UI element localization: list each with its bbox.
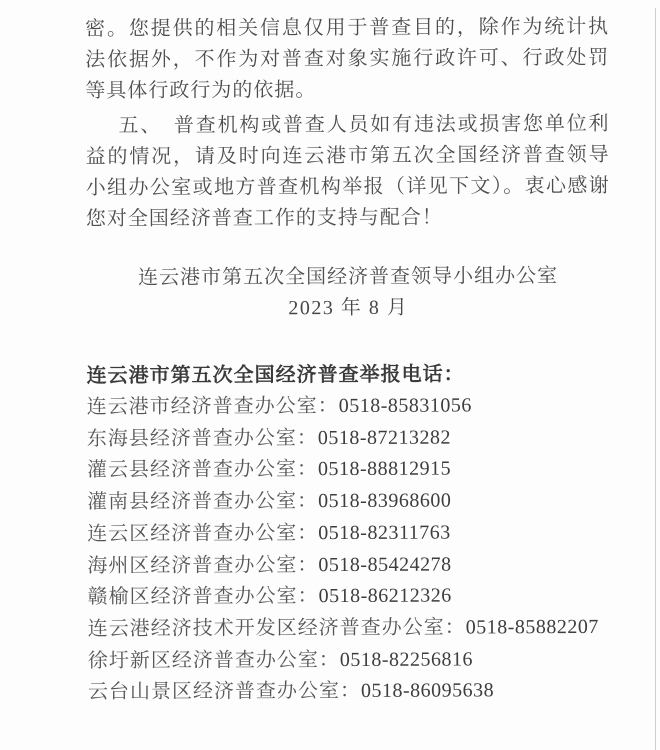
hotline-list bbox=[87, 390, 612, 709]
hotline-item bbox=[87, 485, 611, 519]
hotline-item bbox=[88, 675, 612, 709]
hotline-item bbox=[87, 390, 611, 424]
signature-block bbox=[86, 261, 610, 325]
office-name: 连云港市经济普查办公室： bbox=[86, 395, 339, 419]
signature-line: 连云港市第五次全国经济普查领导小组办公室 bbox=[138, 265, 559, 289]
hotline-item bbox=[87, 453, 611, 487]
office-name: 灌云县经济普查办公室： bbox=[86, 458, 319, 482]
hotline-item bbox=[87, 548, 611, 582]
phone-number: 0518-88812915 bbox=[317, 457, 452, 481]
phone-number: 0518-87213282 bbox=[317, 426, 452, 449]
phone-number: 0518-86212326 bbox=[318, 584, 452, 608]
phone-number: 0518-85831056 bbox=[338, 394, 472, 418]
office-name: 云台山景区经济普查办公室： bbox=[87, 680, 362, 704]
phone-number: 0518-86095638 bbox=[360, 679, 495, 703]
office-name: 赣榆区经济普查办公室： bbox=[87, 585, 319, 609]
scan-edge-line bbox=[655, 8, 656, 750]
hotline-item bbox=[88, 612, 612, 646]
paragraph-continuation: 密。您提供的相关信息仅用于普查目的，除作为统计执法依据外，不作为对普查对象实施行政许可、行政处罚等具体行政行为的依据。 bbox=[85, 15, 610, 103]
office-name: 东海县经济普查办公室： bbox=[86, 426, 318, 450]
office-name: 徐圩新区经济普查办公室： bbox=[87, 648, 340, 672]
date-line: 2023 年 8 月 bbox=[288, 296, 409, 320]
phone-number: 0518-85424278 bbox=[318, 553, 452, 576]
phone-number: 0518-82256816 bbox=[339, 648, 474, 671]
office-name: 海州区经济普查办公室： bbox=[87, 553, 319, 577]
phone-number: 0518-85882207 bbox=[465, 615, 599, 639]
office-name: 连云区经济普查办公室： bbox=[87, 521, 319, 545]
office-name: 连云港经济技术开发区经济普查办公室： bbox=[87, 616, 466, 641]
phone-number: 0518-83968600 bbox=[318, 489, 452, 513]
hotline-item bbox=[87, 422, 611, 456]
hotline-item bbox=[87, 517, 611, 551]
hotline-item bbox=[87, 580, 611, 614]
hotline-heading: 连云港市第五次全国经济普查举报电话： bbox=[86, 363, 465, 388]
hotline-item bbox=[88, 643, 612, 677]
document-content bbox=[85, 12, 612, 709]
office-name: 灌南县经济普查办公室： bbox=[87, 490, 319, 514]
paragraph-item-five: 五、 普查机构或普查人员如有违法或损害您单位利益的情况，请及时向连云港市第五次全国经济普查领导小组办公室或地方普查机构举报（详见下文）。衷心感谢您对全国经济普查工作的支持与配合！ bbox=[85, 112, 610, 231]
phone-number: 0518-82311763 bbox=[318, 521, 451, 544]
